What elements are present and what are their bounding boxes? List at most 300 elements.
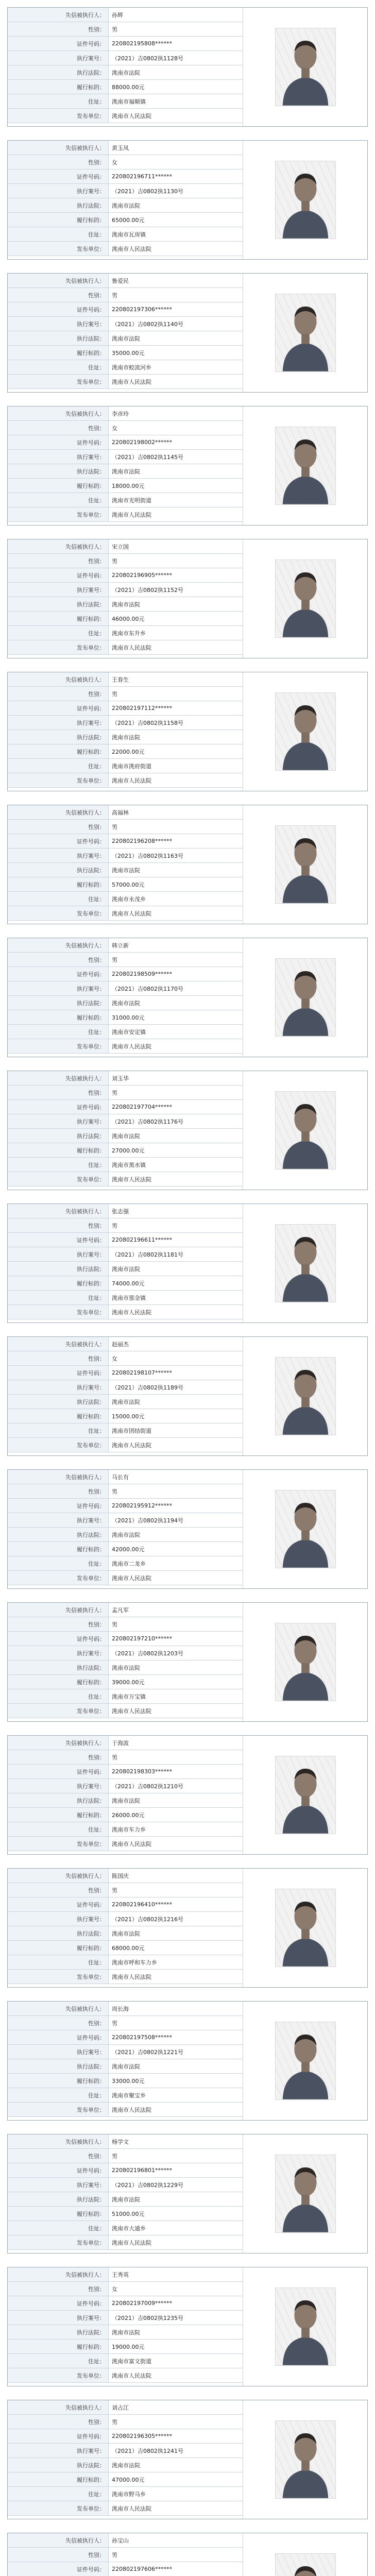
person-photo	[275, 2287, 336, 2366]
field-label: 性别：	[8, 421, 109, 435]
field-value-id-number: 220802197112******	[112, 705, 172, 711]
field-label: 执行法院：	[8, 198, 109, 212]
field-row-name	[8, 1736, 243, 1750]
person-photo	[275, 2022, 336, 2100]
field-label: 履行标的：	[8, 2207, 109, 2221]
field-row-case-number	[8, 981, 243, 996]
field-value-name: 马长有	[112, 1473, 129, 1481]
field-value-name: 高福林	[112, 809, 129, 816]
field-label: 失信被执行人：	[8, 938, 109, 952]
portrait-icon	[276, 427, 335, 504]
field-row-publisher	[8, 906, 243, 921]
field-row-address	[8, 493, 243, 507]
field-row-amount	[8, 2207, 243, 2221]
photo-cell	[243, 274, 367, 392]
field-value-court: 洮南市法院	[112, 335, 140, 342]
field-row-gender	[8, 288, 243, 302]
field-value-address: 洮南市黑水镇	[112, 1161, 146, 1168]
person-record	[7, 1735, 368, 1855]
person-record	[7, 2001, 368, 2121]
field-value-publisher: 洮南市人民法院	[112, 1840, 151, 1848]
field-value-court: 洮南市法院	[112, 734, 140, 741]
field-label: 履行标的：	[8, 2074, 109, 2088]
field-value-name: 杨学文	[112, 2138, 129, 2145]
field-row-gender	[8, 1883, 243, 1897]
field-row-amount	[8, 1941, 243, 1955]
field-value-gender: 女	[112, 159, 117, 166]
photo-cell	[243, 8, 367, 126]
field-row-court	[8, 2059, 243, 2074]
field-value-case-number: （2021）吉0802执1130号	[112, 188, 183, 195]
field-value-name: 李彦玲	[112, 410, 129, 417]
field-label: 执行法院：	[8, 996, 109, 1010]
field-label: 履行标的：	[8, 1409, 109, 1423]
field-value-id-number: 220802197606******	[112, 2566, 172, 2572]
field-label: 失信被执行人：	[8, 1204, 109, 1218]
person-photo	[275, 294, 336, 372]
field-row-court	[8, 2325, 243, 2340]
person-photo	[275, 2155, 336, 2233]
field-label: 执行法院：	[8, 1926, 109, 1940]
field-row-id-number	[8, 1366, 243, 1380]
field-value-name: 宋立国	[112, 543, 129, 550]
field-value-case-number: （2021）吉0802执1241号	[112, 2447, 183, 2454]
field-value-address: 洮南市东升乡	[112, 630, 146, 637]
field-row-court	[8, 464, 243, 479]
field-value-address: 洮南市野马乡	[112, 2490, 146, 2498]
portrait-icon	[276, 294, 335, 371]
field-label: 住址：	[8, 360, 109, 374]
photo-cell	[243, 2002, 367, 2120]
field-value-court: 洮南市法院	[112, 2329, 140, 2336]
field-label: 履行标的：	[8, 1010, 109, 1024]
field-row-name	[8, 2533, 243, 2548]
field-label: 履行标的：	[8, 80, 109, 94]
field-label: 住址：	[8, 1423, 109, 1437]
field-label: 发布单位：	[8, 109, 109, 123]
photo-cell	[243, 2134, 367, 2253]
field-label: 住址：	[8, 1556, 109, 1570]
field-row-address	[8, 1291, 243, 1305]
field-row-amount	[8, 1143, 243, 1158]
field-row-address	[8, 759, 243, 773]
portrait-icon	[276, 2288, 335, 2365]
field-label: 执行案号：	[8, 849, 109, 862]
field-row-publisher	[8, 1571, 243, 1585]
field-label: 失信被执行人：	[8, 274, 109, 287]
photo-cell	[243, 2533, 367, 2576]
field-label: 发布单位：	[8, 906, 109, 920]
field-row-court	[8, 1926, 243, 1941]
field-value-court: 洮南市法院	[112, 1664, 140, 1671]
field-row-publisher	[8, 1704, 243, 1718]
field-label: 住址：	[8, 1689, 109, 1703]
field-value-case-number: （2021）吉0802执1158号	[112, 719, 183, 726]
field-label: 证件号码：	[8, 170, 109, 183]
portrait-icon	[276, 826, 335, 903]
field-label: 证件号码：	[8, 1366, 109, 1380]
field-label: 执行案号：	[8, 51, 109, 65]
field-row-publisher	[8, 242, 243, 256]
field-value-gender: 男	[112, 2418, 117, 2426]
field-row-publisher	[8, 507, 243, 522]
field-label: 失信被执行人：	[8, 2134, 109, 2148]
field-label: 失信被执行人：	[8, 1071, 109, 1085]
field-row-case-number	[8, 716, 243, 730]
field-label: 失信被执行人：	[8, 8, 109, 22]
field-label: 证件号码：	[8, 2163, 109, 2177]
field-value-name: 韩立新	[112, 942, 129, 949]
field-label: 性别：	[8, 1351, 109, 1365]
field-value-id-number: 220802195808******	[112, 40, 172, 47]
field-label: 性别：	[8, 1750, 109, 1764]
field-value-id-number: 220802196905******	[112, 572, 172, 579]
person-photo	[275, 1756, 336, 1834]
field-row-address	[8, 1689, 243, 1704]
person-photo	[275, 560, 336, 638]
field-label: 执行法院：	[8, 1395, 109, 1409]
field-row-id-number	[8, 2163, 243, 2178]
field-label: 住址：	[8, 227, 109, 241]
field-row-court	[8, 2192, 243, 2207]
field-value-publisher: 洮南市人民法院	[112, 1442, 151, 1449]
field-label: 住址：	[8, 2088, 109, 2102]
portrait-icon	[276, 1225, 335, 1302]
field-value-gender: 男	[112, 823, 117, 831]
field-row-amount	[8, 1276, 243, 1291]
field-value-name: 周长海	[112, 2005, 129, 2012]
field-label: 执行案号：	[8, 184, 109, 198]
field-label: 证件号码：	[8, 1499, 109, 1513]
field-value-id-number: 220802196208******	[112, 838, 172, 844]
field-label: 性别：	[8, 1484, 109, 1498]
field-value-amount: 31000.00元	[112, 1014, 145, 1021]
field-value-gender: 男	[112, 2153, 117, 2160]
field-value-gender: 男	[112, 292, 117, 299]
field-label: 执行案号：	[8, 1380, 109, 1394]
field-value-amount: 18000.00元	[112, 482, 145, 489]
person-record	[7, 539, 368, 658]
field-label: 履行标的：	[8, 1808, 109, 1822]
photo-cell	[243, 141, 367, 259]
field-row-address	[8, 1955, 243, 1970]
field-row-id-number	[8, 1632, 243, 1646]
person-photo	[275, 1889, 336, 1967]
portrait-icon	[276, 560, 335, 637]
field-row-gender	[8, 687, 243, 701]
field-row-name	[8, 2267, 243, 2282]
field-row-address	[8, 626, 243, 640]
photo-cell	[243, 2400, 367, 2519]
field-label: 执行法院：	[8, 65, 109, 79]
person-record	[7, 2400, 368, 2519]
field-value-address: 洮南市聚宝乡	[112, 2092, 146, 2099]
field-value-publisher: 洮南市人民法院	[112, 1043, 151, 1050]
field-row-name	[8, 274, 243, 288]
field-value-case-number: （2021）吉0802执1229号	[112, 2181, 183, 2189]
field-value-gender: 男	[112, 956, 117, 963]
field-label: 住址：	[8, 1291, 109, 1304]
field-row-id-number	[8, 701, 243, 716]
field-row-name	[8, 1470, 243, 1484]
photo-cell	[243, 938, 367, 1057]
field-label: 性别：	[8, 155, 109, 169]
field-row-gender	[8, 2016, 243, 2030]
field-value-court: 洮南市法院	[112, 2462, 140, 2469]
field-label: 发布单位：	[8, 1704, 109, 1718]
field-row-amount	[8, 479, 243, 493]
field-value-address: 洮南市福顺镇	[112, 98, 146, 105]
field-row-gender	[8, 2282, 243, 2296]
field-value-publisher: 洮南市人民法院	[112, 1309, 151, 1316]
field-value-id-number: 220802198107******	[112, 1369, 172, 1376]
field-value-amount: 39000.00元	[112, 1679, 145, 1686]
field-value-case-number: （2021）吉0802执1235号	[112, 2314, 183, 2321]
person-record	[7, 140, 368, 260]
person-photo	[275, 2420, 336, 2499]
field-label: 证件号码：	[8, 1765, 109, 1778]
field-label: 执行法院：	[8, 464, 109, 478]
field-row-gender	[8, 2548, 243, 2562]
field-row-amount	[8, 1808, 243, 1822]
field-row-court	[8, 2458, 243, 2472]
field-row-amount	[8, 877, 243, 892]
field-label: 执行案号：	[8, 2444, 109, 2458]
field-label: 住址：	[8, 1025, 109, 1039]
field-value-address: 洮南市万宝镇	[112, 1693, 146, 1700]
field-row-case-number	[8, 1380, 243, 1395]
field-row-court	[8, 1129, 243, 1143]
field-value-name: 陈国庆	[112, 1872, 129, 1879]
field-row-gender	[8, 2149, 243, 2163]
field-value-case-number: （2021）吉0802执1145号	[112, 453, 183, 461]
field-value-amount: 26000.00元	[112, 1811, 145, 1819]
field-row-name	[8, 1204, 243, 1218]
person-photo	[275, 1224, 336, 1302]
field-row-amount	[8, 213, 243, 227]
field-value-gender: 男	[112, 1754, 117, 1761]
field-label: 失信被执行人：	[8, 141, 109, 155]
field-row-case-number	[8, 583, 243, 597]
field-row-id-number	[8, 2296, 243, 2311]
field-label: 发布单位：	[8, 2235, 109, 2249]
photo-cell	[243, 1736, 367, 1854]
person-record	[7, 2267, 368, 2386]
field-label: 执行法院：	[8, 730, 109, 744]
field-value-case-number: （2021）吉0802执1181号	[112, 1251, 183, 1258]
field-row-publisher	[8, 1970, 243, 1984]
field-label: 履行标的：	[8, 744, 109, 758]
field-value-court: 洮南市法院	[112, 999, 140, 1007]
field-row-case-number	[8, 51, 243, 65]
person-record	[7, 1071, 368, 1190]
field-label: 执行案号：	[8, 317, 109, 331]
field-label: 执行案号：	[8, 1114, 109, 1128]
field-row-gender	[8, 421, 243, 435]
field-value-name: 王秀英	[112, 2271, 129, 2278]
field-label: 发布单位：	[8, 640, 109, 654]
field-label: 执行案号：	[8, 450, 109, 464]
person-record	[7, 1868, 368, 1988]
field-label: 执行法院：	[8, 2059, 109, 2073]
field-row-case-number	[8, 1114, 243, 1129]
person-record	[7, 1336, 368, 1456]
field-row-case-number	[8, 1779, 243, 1793]
field-value-court: 洮南市法院	[112, 69, 140, 76]
field-value-amount: 47000.00元	[112, 2476, 145, 2483]
field-value-address: 洮南市那金镇	[112, 1294, 146, 1301]
field-label: 失信被执行人：	[8, 2002, 109, 2015]
person-photo	[275, 1490, 336, 1568]
field-value-case-number: （2021）吉0802执1194号	[112, 1517, 183, 1524]
field-label: 执行法院：	[8, 863, 109, 877]
field-label: 住址：	[8, 493, 109, 507]
field-value-address: 洮南市瓦房镇	[112, 231, 146, 238]
field-value-address: 洮南市团结街道	[112, 1427, 151, 1434]
field-label: 性别：	[8, 288, 109, 302]
portrait-icon	[276, 2554, 335, 2576]
person-record	[7, 2134, 368, 2253]
field-row-gender	[8, 1484, 243, 1499]
field-row-amount	[8, 1675, 243, 1689]
field-row-name	[8, 1071, 243, 1086]
field-row-gender	[8, 2415, 243, 2429]
field-value-id-number: 220802197508******	[112, 2034, 172, 2041]
field-value-publisher: 洮南市人民法院	[112, 1707, 151, 1715]
field-row-address	[8, 1025, 243, 1039]
photo-cell	[243, 1603, 367, 1721]
field-label: 证件号码：	[8, 1100, 109, 1114]
field-value-gender: 男	[112, 26, 117, 33]
field-row-court	[8, 1528, 243, 1542]
field-value-court: 洮南市法院	[112, 1930, 140, 1937]
field-row-gender	[8, 1351, 243, 1366]
field-value-amount: 65000.00元	[112, 216, 145, 224]
field-label: 性别：	[8, 2282, 109, 2296]
field-row-name	[8, 1337, 243, 1351]
field-row-court	[8, 996, 243, 1010]
field-label: 履行标的：	[8, 612, 109, 625]
field-label: 失信被执行人：	[8, 2400, 109, 2414]
person-photo	[275, 2553, 336, 2576]
field-value-court: 洮南市法院	[112, 202, 140, 209]
field-row-case-number	[8, 2178, 243, 2192]
field-label: 住址：	[8, 94, 109, 108]
field-label: 住址：	[8, 759, 109, 773]
field-label: 证件号码：	[8, 1233, 109, 1247]
field-row-amount	[8, 1542, 243, 1556]
photo-cell	[243, 1337, 367, 1455]
field-value-case-number: （2021）吉0802执1216号	[112, 1916, 183, 1923]
field-label: 执行法院：	[8, 2325, 109, 2339]
portrait-icon	[276, 28, 335, 106]
field-row-publisher	[8, 2235, 243, 2250]
person-record	[7, 805, 368, 924]
field-value-publisher: 洮南市人民法院	[112, 644, 151, 651]
field-row-case-number	[8, 1513, 243, 1528]
field-row-publisher	[8, 2501, 243, 2516]
field-value-id-number: 220802197704******	[112, 1104, 172, 1110]
field-label: 发布单位：	[8, 1837, 109, 1851]
field-label: 住址：	[8, 2221, 109, 2235]
field-label: 执行案号：	[8, 1247, 109, 1261]
field-row-court	[8, 1395, 243, 1409]
field-label: 性别：	[8, 2548, 109, 2562]
field-label: 性别：	[8, 1086, 109, 1099]
field-value-court: 洮南市法院	[112, 2063, 140, 2070]
portrait-icon	[276, 2022, 335, 2099]
field-label: 履行标的：	[8, 877, 109, 891]
field-value-id-number: 220802197009******	[112, 2300, 172, 2307]
field-label: 执行案号：	[8, 1646, 109, 1660]
person-record	[7, 2533, 368, 2576]
field-value-gender: 男	[112, 557, 117, 565]
field-value-name: 黄玉凤	[112, 144, 129, 151]
field-row-case-number	[8, 2311, 243, 2325]
field-value-amount: 33000.00元	[112, 2077, 145, 2084]
field-label: 住址：	[8, 2487, 109, 2501]
field-value-gender: 男	[112, 690, 117, 698]
field-value-id-number: 220802198303******	[112, 1768, 172, 1775]
field-row-name	[8, 2002, 243, 2016]
field-row-name	[8, 539, 243, 554]
field-value-name: 孙宝山	[112, 2537, 129, 2544]
field-value-gender: 男	[112, 1887, 117, 1894]
field-value-case-number: （2021）吉0802执1170号	[112, 985, 183, 992]
field-row-address	[8, 2088, 243, 2103]
person-photo	[275, 825, 336, 904]
field-row-id-number	[8, 2429, 243, 2444]
field-value-id-number: 220802196305******	[112, 2433, 172, 2439]
field-row-id-number	[8, 1765, 243, 1779]
field-label: 履行标的：	[8, 1143, 109, 1157]
field-value-id-number: 220802198509******	[112, 971, 172, 977]
field-value-publisher: 洮南市人民法院	[112, 1574, 151, 1582]
field-row-publisher	[8, 1305, 243, 1319]
field-value-case-number: （2021）吉0802执1210号	[112, 1783, 183, 1790]
field-label: 住址：	[8, 626, 109, 640]
field-label: 证件号码：	[8, 2429, 109, 2443]
field-row-name	[8, 406, 243, 421]
person-record	[7, 7, 368, 127]
portrait-icon	[276, 1889, 335, 1967]
field-label: 失信被执行人：	[8, 805, 109, 819]
field-label: 发布单位：	[8, 2103, 109, 2116]
field-row-gender	[8, 155, 243, 170]
field-row-case-number	[8, 2444, 243, 2458]
field-label: 证件号码：	[8, 701, 109, 715]
field-value-name: 刘玉华	[112, 1075, 129, 1082]
field-value-amount: 42000.00元	[112, 1546, 145, 1553]
field-label: 执行案号：	[8, 1779, 109, 1793]
portrait-icon	[276, 1092, 335, 1169]
field-row-court	[8, 1262, 243, 1276]
field-label: 发布单位：	[8, 2368, 109, 2382]
field-row-amount	[8, 612, 243, 626]
field-row-id-number	[8, 435, 243, 450]
field-label: 住址：	[8, 1955, 109, 1969]
field-value-amount: 22000.00元	[112, 748, 145, 755]
field-row-id-number	[8, 834, 243, 849]
field-label: 证件号码：	[8, 568, 109, 582]
field-row-gender	[8, 22, 243, 37]
field-value-court: 洮南市法院	[112, 1398, 140, 1405]
field-row-address	[8, 1822, 243, 1837]
person-photo	[275, 427, 336, 505]
field-row-address	[8, 2487, 243, 2501]
field-label: 发布单位：	[8, 242, 109, 256]
field-value-publisher: 洮南市人民法院	[112, 1973, 151, 1980]
